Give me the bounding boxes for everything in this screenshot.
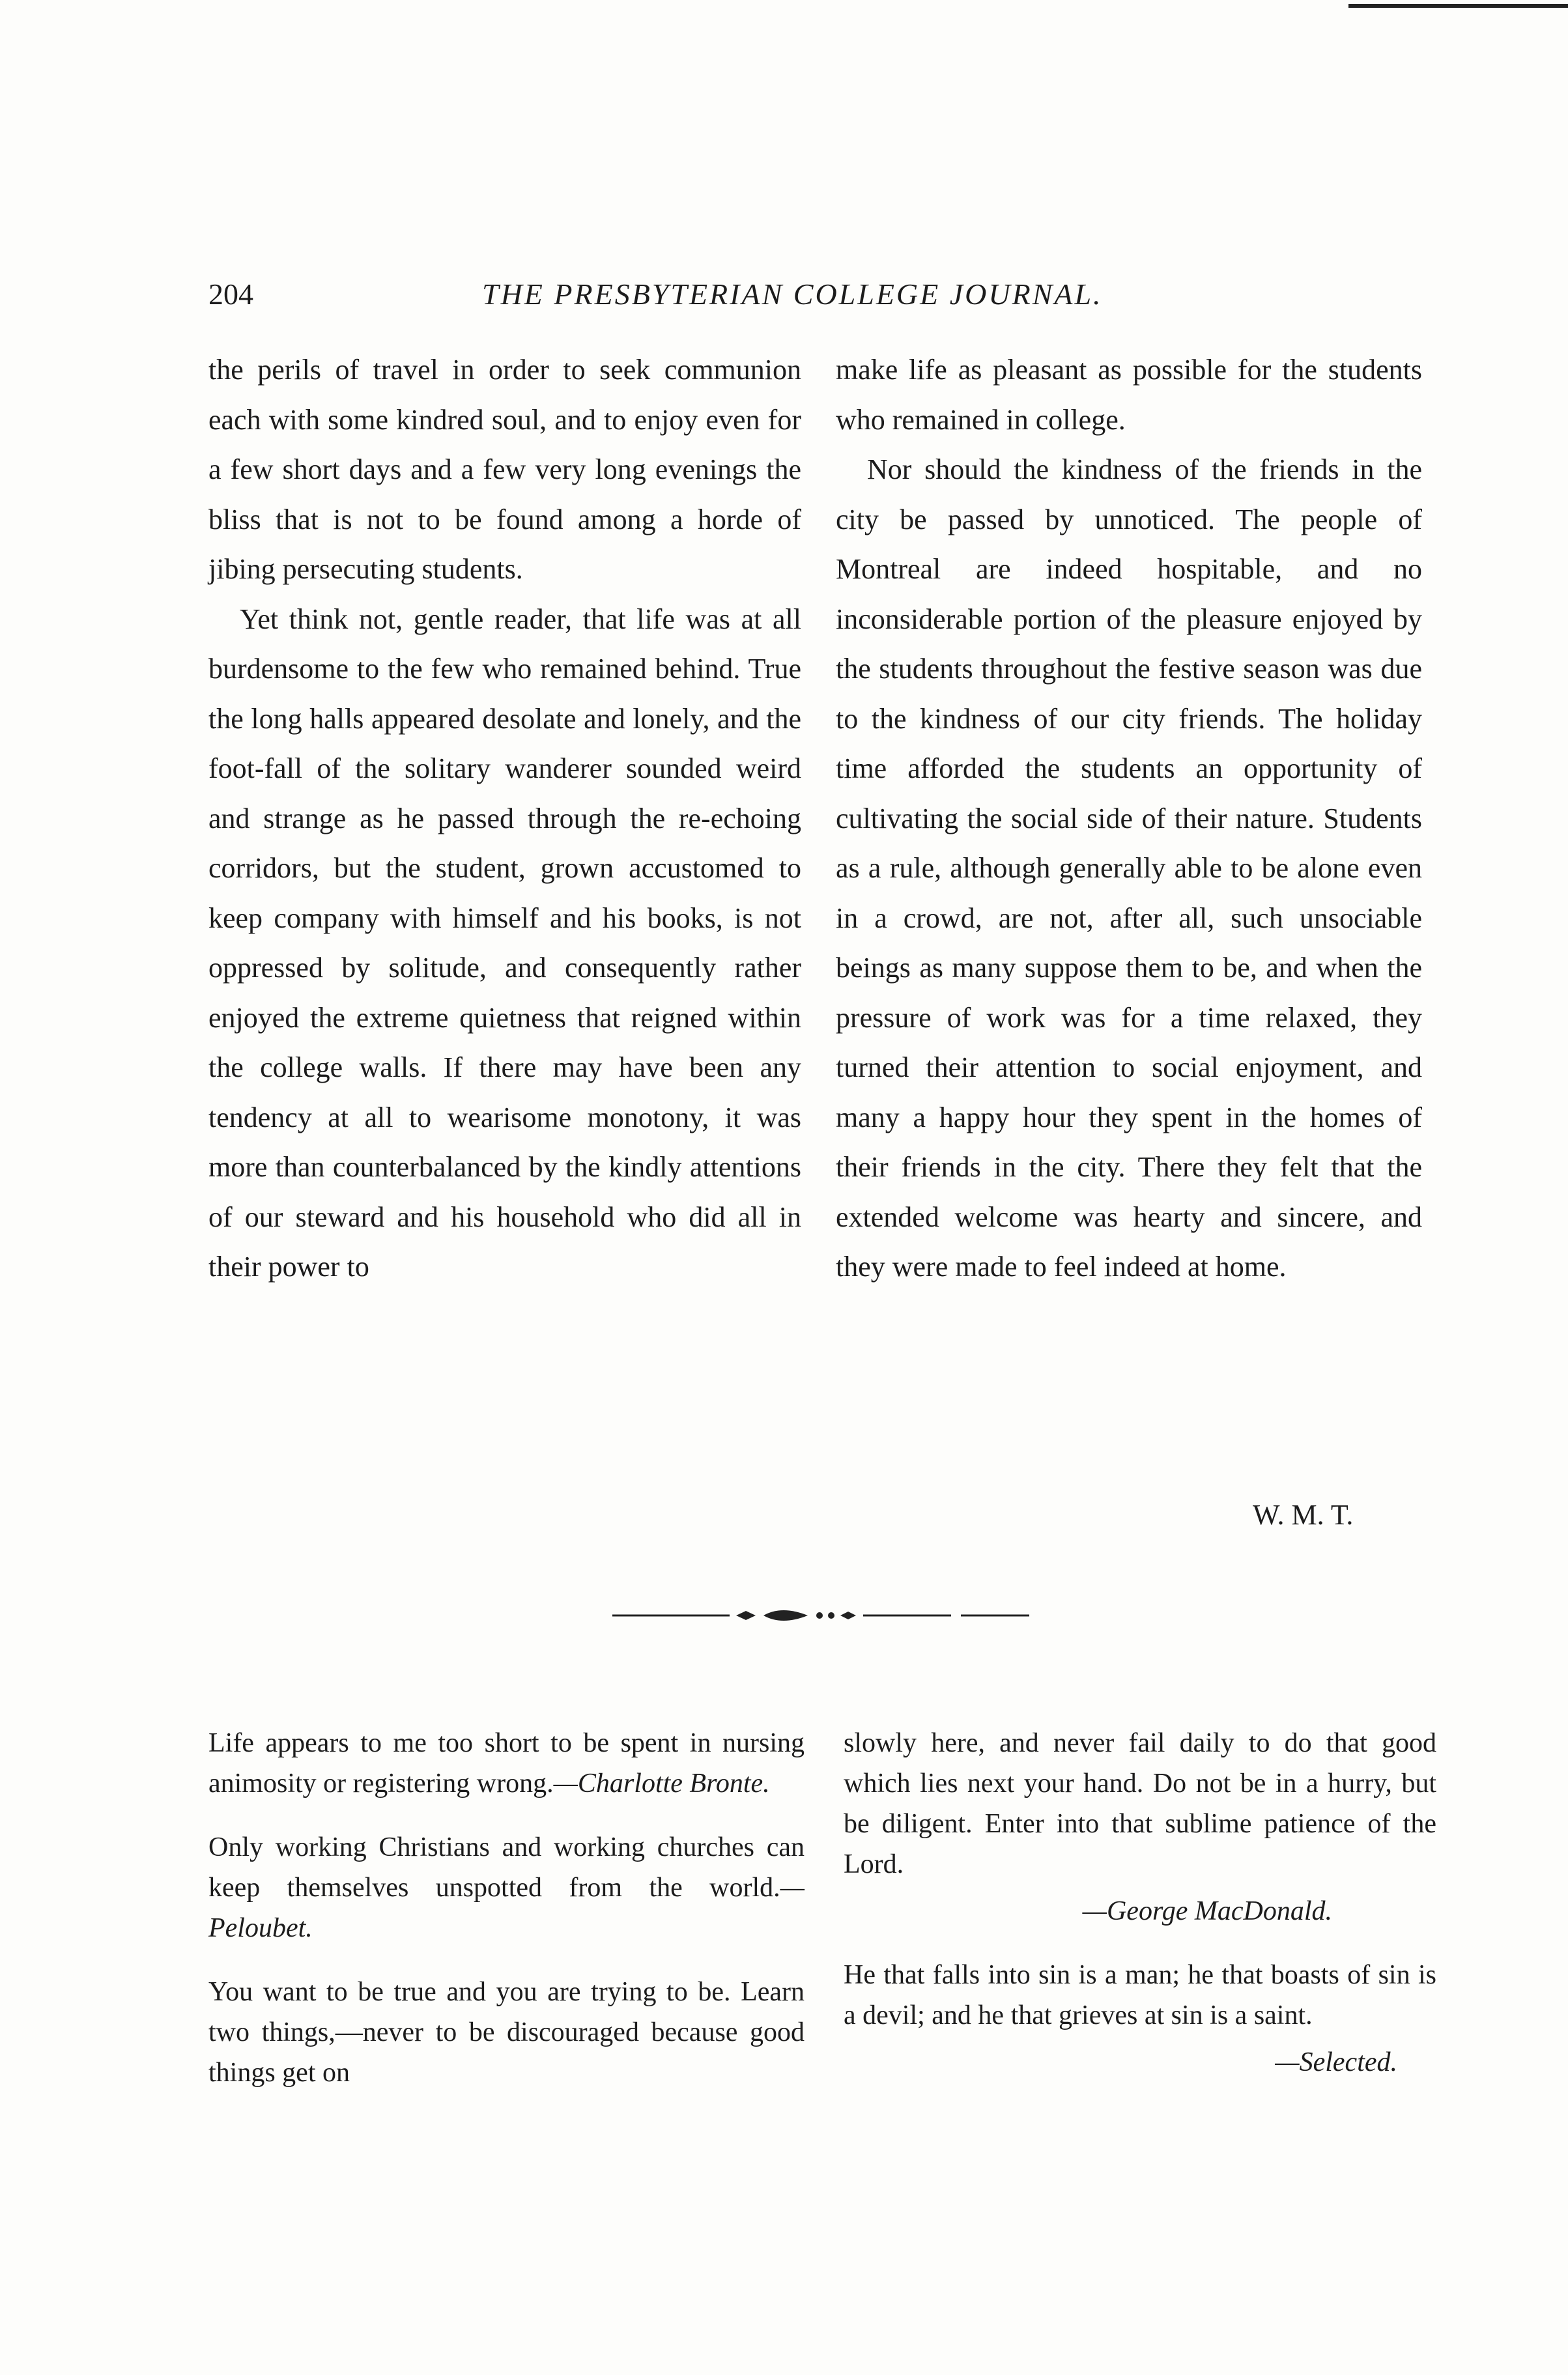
quote-charlotte-bronte: [208, 1723, 805, 1804]
quote-peloubet: [208, 1827, 805, 1948]
quote-macdonald-part1: You want to be true and you are trying to be. Learn two things,—never to be discouraged because good things get on: [208, 1977, 805, 2088]
article-column-left: [208, 345, 801, 1292]
quote-selected: He that falls into sin is a man; he that boasts of sin is a devil; and he that grieves at sin is a saint.: [844, 1960, 1436, 2030]
paragraph: make life as pleasant as possible for the students who remained in college.: [836, 354, 1422, 436]
quote-attribution: —George MacDonald.: [1082, 1896, 1332, 1926]
page-number: 204: [208, 277, 253, 311]
quotes-column-right: [844, 1723, 1436, 2106]
article-column-right: [836, 345, 1422, 1292]
quote-attribution: —Peloubet.: [208, 1873, 805, 1943]
quote-attribution: —Charlotte Bronte.: [553, 1769, 770, 1799]
quote-text: Life appears to me too short to be spent in nursing animosity or registering wrong.: [208, 1728, 805, 1799]
author-signature: W. M. T.: [1253, 1499, 1354, 1531]
quote-text: Only working Christians and working churches can keep themselves unspotted from the world.: [208, 1832, 805, 1903]
running-title: THE PRESBYTERIAN COLLEGE JOURNAL.: [482, 277, 1103, 311]
quotes-column-left: [208, 1723, 805, 2116]
corner-rule: [1348, 4, 1568, 8]
paragraph: the perils of travel in order to seek communion each with some kindred soul, and to enjoy even for a few short days and a few very long evenings the bliss that is not to be found among a horde of jibing persecuting students.: [208, 354, 801, 585]
quote-macdonald-part2: slowly here, and never fail daily to do that good which lies next your hand. Do not be in a hurry, but be diligent. Enter into that sublime patience of the Lord.: [844, 1728, 1436, 1879]
quote-attribution: —Selected.: [1275, 2047, 1397, 2077]
paragraph: Yet think not, gentle reader, that life was at all burdensome to the few who remained behind. True the long halls appeared desolate and lonely, and the foot-fall of the solitary wanderer sounded weird and strange as he passed through the re-echoing corridors, but the student, grown accustomed to keep company with himself and his books, is not oppressed by solitude, and consequently rather enjoyed the extreme quietness that reigned within the college walls. If there may have been any tendency at all to wearisome monotony, it was more than counterbalanced by the kindly attentions of our steward and his household who did all in their power to: [208, 603, 801, 1283]
paragraph: Nor should the kindness of the friends in the city be passed by unnoticed. The people of Montreal are indeed hospitable, and no inconsiderable portion of the pleasure enjoyed by the students throughout the festive season was due to the kindness of our city friends. The holiday time afforded the students an opportunity of cultivating the social side of their nature. Students as a rule, although generally able to be alone even in a crowd, are not, after all, such unsociable beings as many suppose them to be, and when the pressure of work was for a time relaxed, they turned their attention to social enjoyment, and many a happy hour they spent in the homes of their friends in the city. There they felt that the extended welcome was hearty and sincere, and they were made to feel indeed at home.: [836, 453, 1422, 1283]
section-divider-ornament: [612, 1602, 1029, 1628]
page-header: [208, 277, 1401, 329]
